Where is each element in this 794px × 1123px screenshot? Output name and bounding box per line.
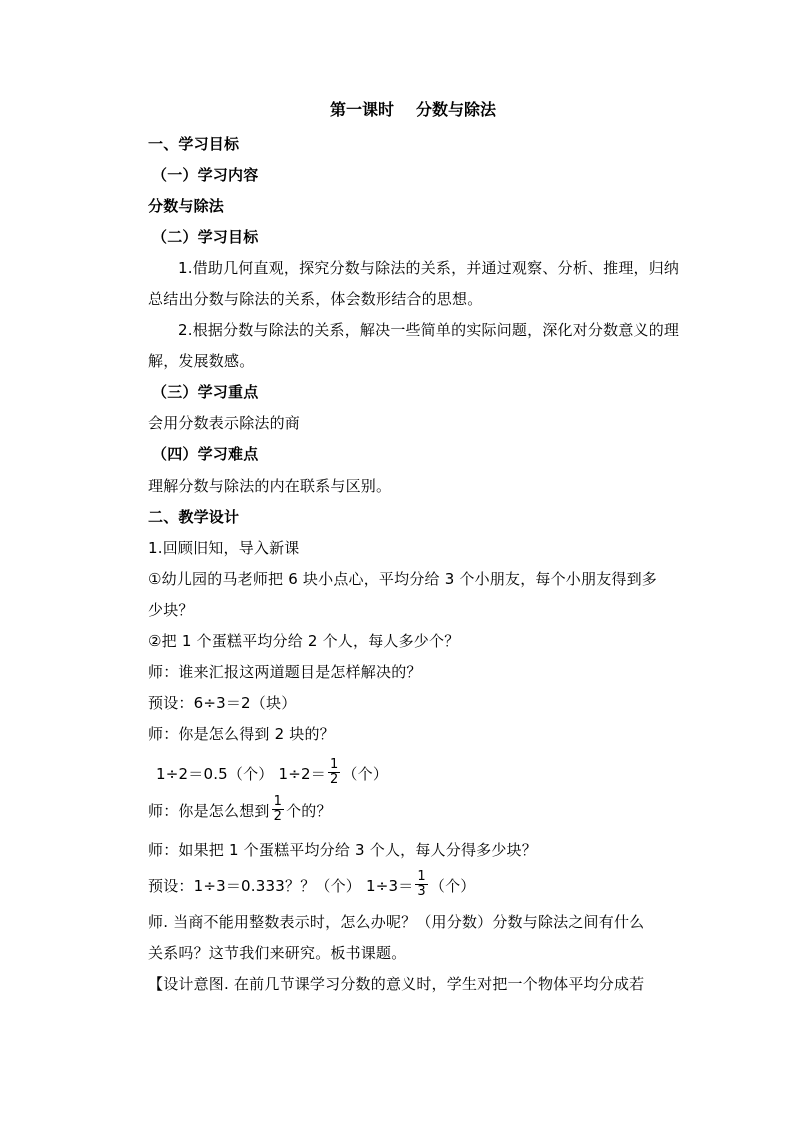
subheading-learning-content: （一）学习内容 <box>152 166 259 184</box>
teacher-line-4: 师：如果把 1 个蛋糕平均分给 3 个人，每人分得多少块？ <box>148 841 537 859</box>
preset-answer-1: 预设：6÷3＝2（块） <box>148 694 297 712</box>
difficulties-text: 理解分数与除法的内在联系与区别。 <box>148 477 392 495</box>
fraction-one-third: $\frac{1}{3}$ <box>417 869 426 899</box>
teacher-line-3 <box>148 794 678 824</box>
equation-line-half <box>156 757 686 787</box>
question-1-line-1: ①幼儿园的马老师把 6 块小点心，平均分给 3 个小朋友，每个小朋友得到多 <box>148 570 658 588</box>
step-1-heading: 1.回顾旧知，导入新课 <box>148 539 300 557</box>
teacher-line-5-line-1: 师. 当商不能用整数表示时，怎么办呢？（用分数）分数与除法之间有什么 <box>148 913 645 931</box>
preset-answer-2-unit: （个） <box>429 877 476 895</box>
subheading-key-points: （三）学习重点 <box>152 383 259 401</box>
subheading-difficulties: （四）学习难点 <box>152 445 259 463</box>
teacher-line-2: 师：你是怎么得到 2 块的？ <box>148 725 335 743</box>
section-heading-teaching-design: 二、教学设计 <box>148 508 240 526</box>
question-2: ②把 1 个蛋糕平均分给 2 个人，每人多少个？ <box>148 632 460 650</box>
objective-2-line-1: 2.根据分数与除法的关系，解决一些简单的实际问题，深化对分数意义的理 <box>178 321 680 339</box>
preset-answer-2-text: 预设：1÷3＝0.333？？（个） 1÷3＝ <box>148 877 414 895</box>
subheading-learning-objectives: （二）学习目标 <box>152 228 259 246</box>
objective-1-line-1: 1.借助几何直观，探究分数与除法的关系，并通过观察、分析、推理，归纳 <box>178 259 680 277</box>
lesson-title-part2: 分数与除法 <box>416 100 497 119</box>
lesson-title <box>148 100 678 120</box>
objective-1-line-2: 总结出分数与除法的关系，体会数形结合的思想。 <box>148 290 483 308</box>
section-heading-learning-goals: 一、学习目标 <box>148 135 240 153</box>
equation-half-unit: （个） <box>342 765 389 783</box>
teacher-line-5-line-2: 关系吗？这节我们来研究。板书课题。 <box>148 944 407 962</box>
teacher-line-3-text: 师：你是怎么想到 <box>148 802 270 820</box>
equation-half-text: 1÷2＝0.5（个） 1÷2＝ <box>156 765 326 783</box>
design-intent-line-1: 【设计意图. 在前几节课学习分数的意义时，学生对把一个物体平均分成若 <box>148 975 645 993</box>
teacher-line-1: 师：谁来汇报这两道题目是怎样解决的？ <box>148 663 422 681</box>
question-1-line-2: 少块？ <box>148 601 194 619</box>
key-points-text: 会用分数表示除法的商 <box>148 414 301 432</box>
preset-answer-2 <box>148 869 678 899</box>
content-topic: 分数与除法 <box>148 197 225 215</box>
fraction-one-half: $\frac{1}{2}$ <box>329 757 339 787</box>
lesson-title-part1: 第一课时 <box>329 100 394 119</box>
teacher-line-3-suffix: 个的？ <box>286 802 332 820</box>
fraction-one-half-inline: $\frac{1}{2}$ <box>273 794 283 824</box>
objective-2-line-2: 解，发展数感。 <box>148 352 255 370</box>
